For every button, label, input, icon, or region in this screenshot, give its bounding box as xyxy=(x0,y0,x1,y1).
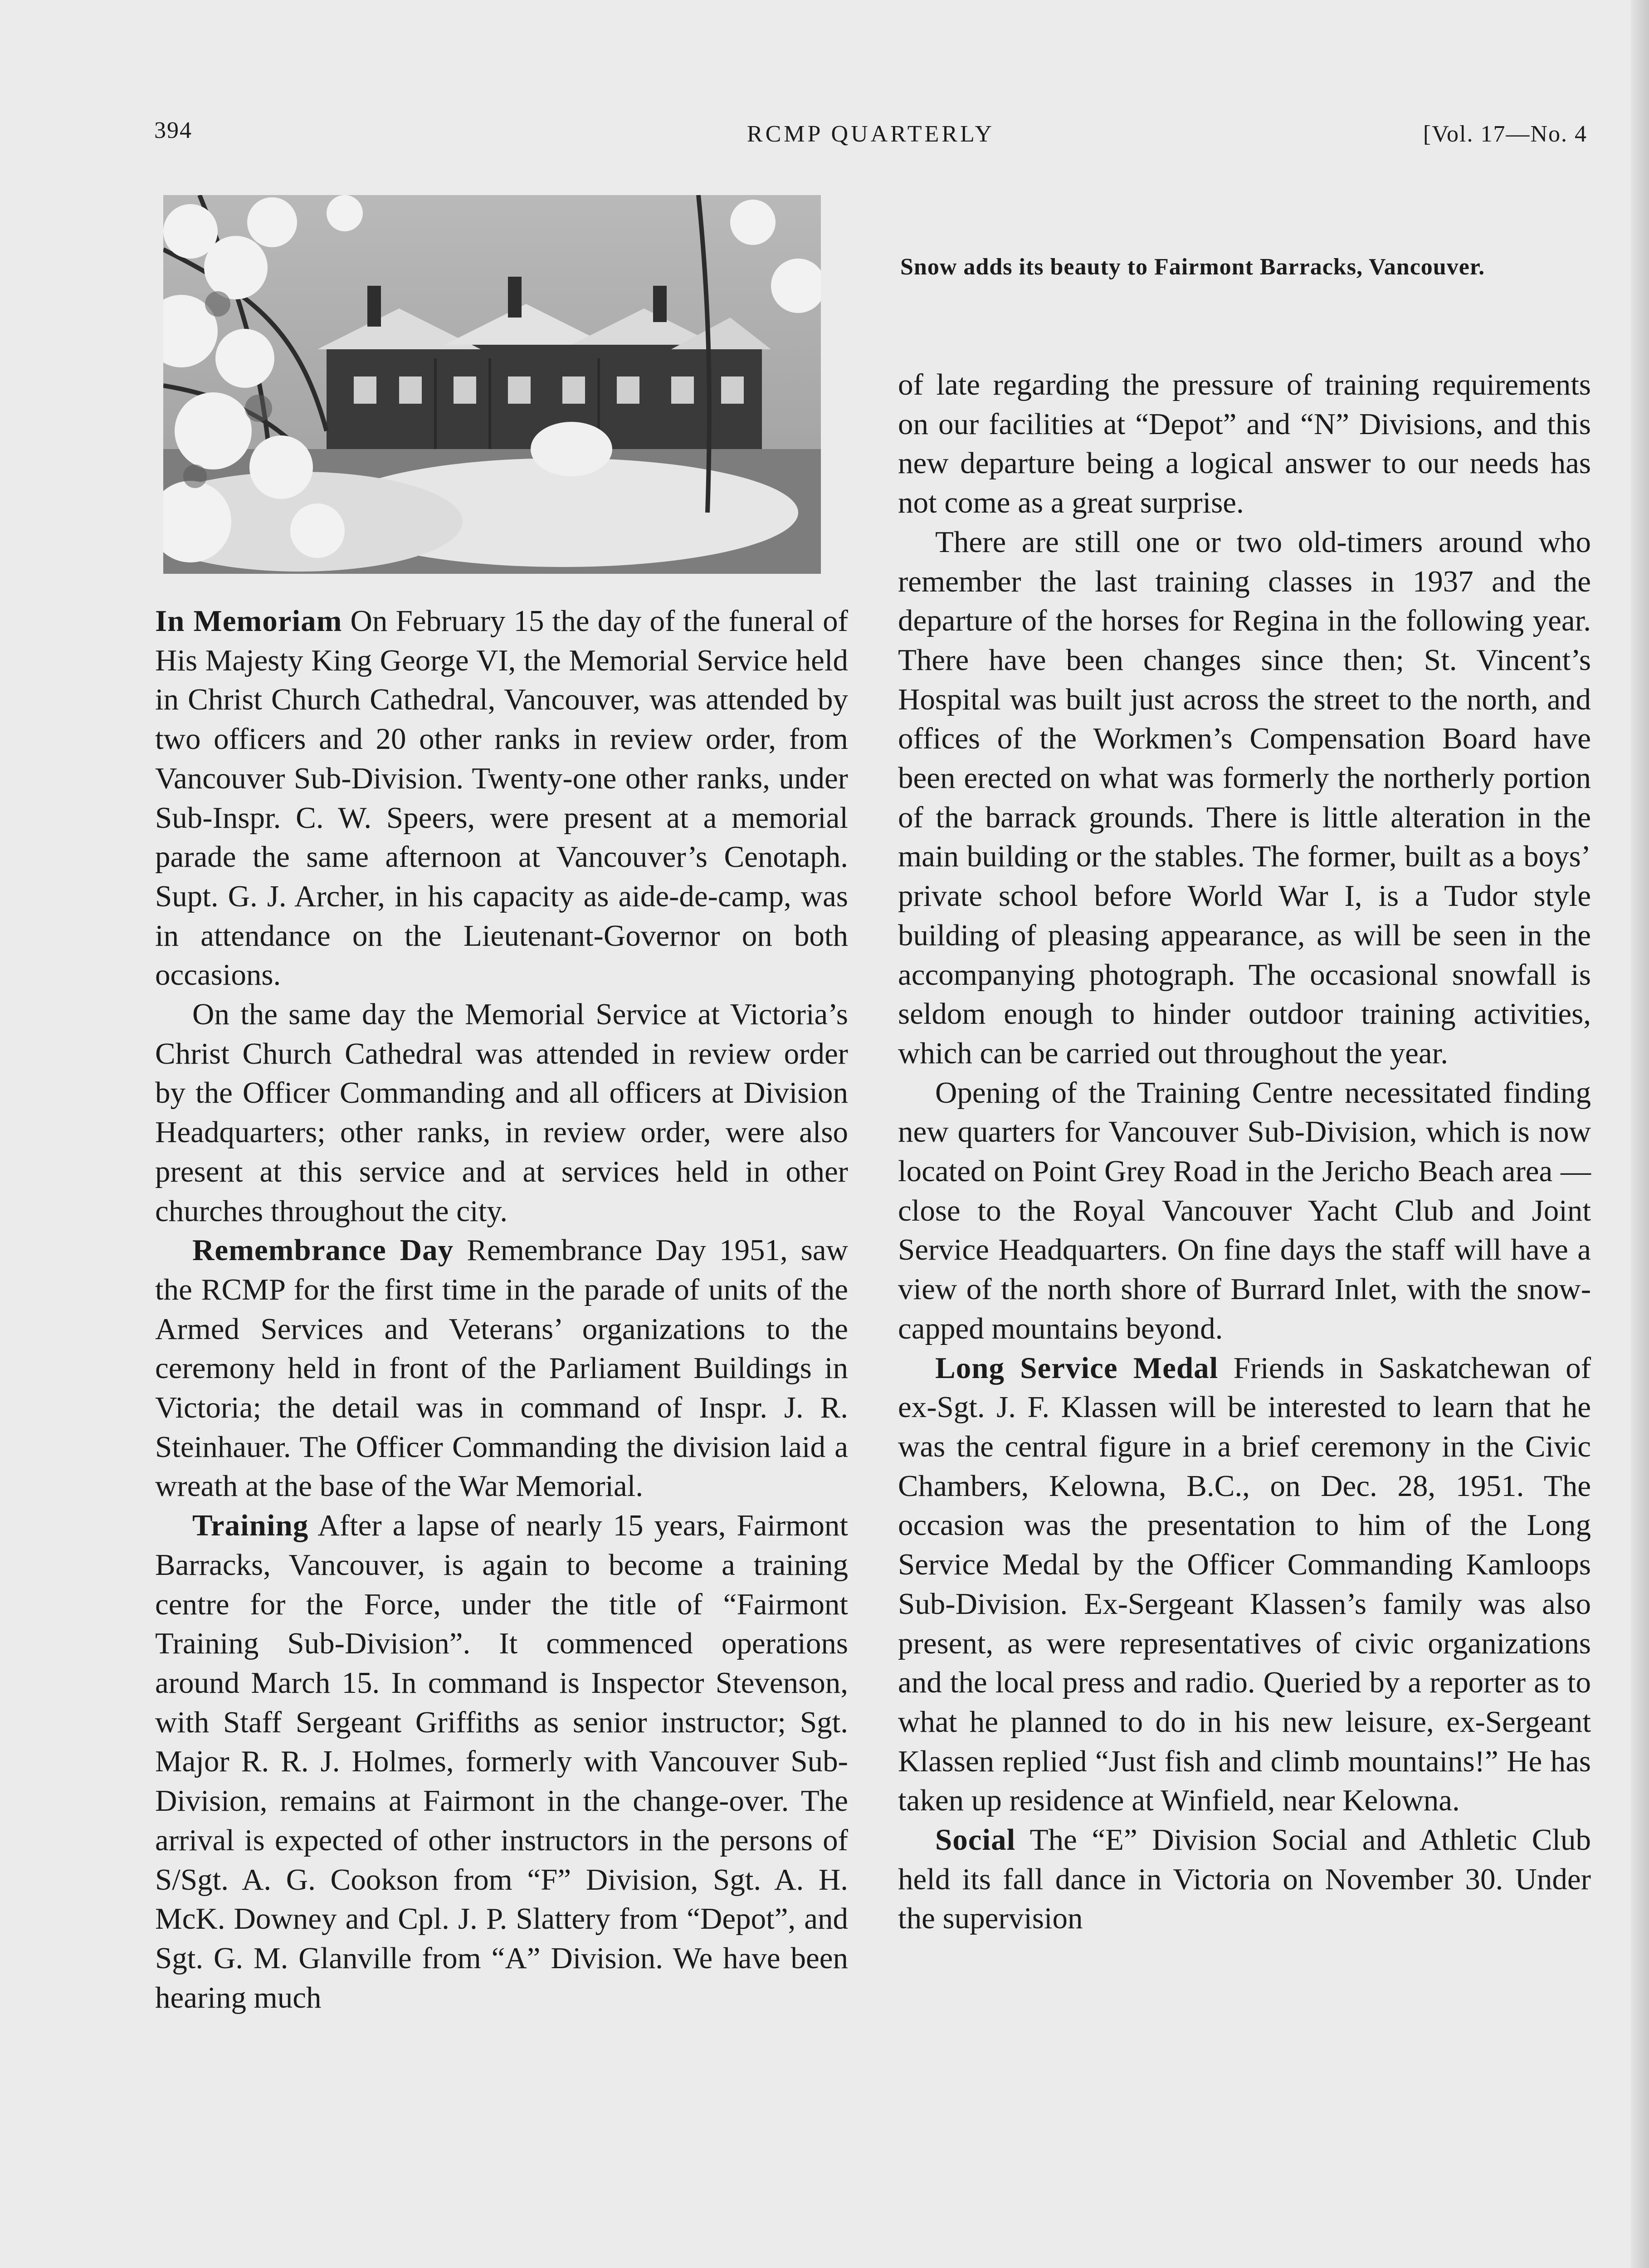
paragraph-social xyxy=(898,1820,1591,1938)
section-heading-remembrance-day: Remembrance Day xyxy=(192,1233,454,1267)
paragraph-text: The “E” Division Social and Athletic Club held its fall dance in Victoria on November 30. Under the supervision xyxy=(898,1823,1591,1936)
running-header xyxy=(154,117,1587,158)
paragraph-long-service-medal xyxy=(898,1349,1591,1820)
paragraph-text: On February 15 the day of the funeral of His Majesty King George VI, the Memorial Service held in Christ Church Cathedral, Vancouver, was attended by two officers and 20 other ranks in review order, from Vancouver Sub-Division. Twenty-one other ranks, under Sub-Inspr. C. W. Speers, were present at a memorial parade the same afternoon at Vancouver’s Cenotaph. Supt. G. J. Archer, in his capacity as aide-de-camp, was in attendance on the Lieutenant-Governor on both occasions. xyxy=(155,604,848,992)
paragraph-victoria-service: On the same day the Memorial Service at Victoria’s Christ Church Cathedral was attended in review order by the Officer Commanding and all officers at Division Headquarters; other ranks, in review order, were also present at this service and at services held in other churches throughout the city. xyxy=(155,997,848,1228)
left-column xyxy=(155,601,848,2017)
section-heading-in-memoriam: In Memoriam xyxy=(155,604,342,638)
paragraph-continued: of late regarding the pressure of training requirements on our facilities at “Depot” and “N” Divisions, and this new departure being a logical answer to our needs has not come as a great surprise. xyxy=(898,368,1591,520)
paragraph-in-memoriam xyxy=(155,601,848,995)
paragraph-remembrance-day xyxy=(155,1231,848,1506)
page-number: 394 xyxy=(154,117,192,143)
paragraph-text: After a lapse of nearly 15 years, Fairmont Barracks, Vancouver, is again to become a training centre for the Force, under the title of “Fairmont Training Sub-Division”. It commenced operations around March 15. In command is Inspector Stevenson, with Staff Sergeant Griffiths as senior instructor; Sgt. Major R. R. J. Holmes, formerly with Vancouver Sub-Division, remains at Fairmont in the change-over. The arrival is expected of other instructors in the persons of S/Sgt. A. G. Cookson from “F” Division, Sgt. A. H. McK. Downey and Cpl. J. P. Slattery from “Depot”, and Sgt. G. M. Glanville from “A” Division. We have been hearing much xyxy=(155,1509,848,2014)
paragraph-text: Friends in Saskatchewan of ex-Sgt. J. F. Klassen will be interested to learn that he was the central figure in a brief ceremony in the Civic Chambers, Kelowna, B.C., on Dec. 28, 1951. The occasion was the presentation to him of the Long Service Medal by the Officer Commanding Kamloops Sub-Division. Ex-Sergeant Klassen’s family was also present, as were representatives of civic organizations and the local press and radio. Queried by a reporter as to what he planned to do in his new leisure, ex-Sergeant Klassen replied “Just fish and climb mountains!” He has taken up residence at Winfield, near Kelowna. xyxy=(898,1351,1591,1818)
paragraph-training-centre: Opening of the Training Centre necessitated finding new quarters for Vancouver Sub-Division, which is now located on Point Grey Road in the Jericho Beach area —close to the Royal Vancouver Yacht Club and Joint Service Headquarters. On fine days the staff will have a view of the north shore of Burrard Inlet, with the snow-capped mountains beyond. xyxy=(898,1075,1591,1345)
section-heading-social: Social xyxy=(935,1823,1016,1857)
section-heading-long-service-medal: Long Service Medal xyxy=(935,1351,1219,1385)
section-heading-training: Training xyxy=(192,1509,309,1543)
paragraph-old-timers: There are still one or two old-timers around who remember the last training classes in 1937 and the departure of the horses for Regina in the following year. There have been changes since then; St. Vincent’s Hospital was built just across the street to the north, and offices of the Workmen’s Compensation Board have been erected on what was formerly the northerly portion of the barrack grounds. There is little alteration in the main building or the stables. The former, built as a boys’ private school before World War I, is a Tudor style building of pleasing appearance, as will be seen in the accompanying photograph. The occasional snowfall is seldom enough to hinder outdoor training activities, which can be carried out throughout the year. xyxy=(898,525,1591,1070)
paragraph-text: Remembrance Day 1951, saw the RCMP for the first time in the parade of units of the Armed Services and Veterans’ organizations to the ceremony held in front of the Parliament Buildings in Victoria; the detail was in command of Inspr. J. R. Steinhauer. The Officer Commanding the division laid a wreath at the base of the War Memorial. xyxy=(155,1233,848,1503)
right-column xyxy=(898,365,1591,1938)
photo-caption: Snow adds its beauty to Fairmont Barracks, Vancouver. xyxy=(900,254,1485,280)
paragraph-training xyxy=(155,1506,848,2017)
page-edge-shadow xyxy=(1631,0,1649,2268)
volume-issue: [Vol. 17—No. 4 xyxy=(1423,121,1587,147)
publication-title: RCMP QUARTERLY xyxy=(746,121,995,147)
fairmont-barracks-photo xyxy=(163,195,821,574)
